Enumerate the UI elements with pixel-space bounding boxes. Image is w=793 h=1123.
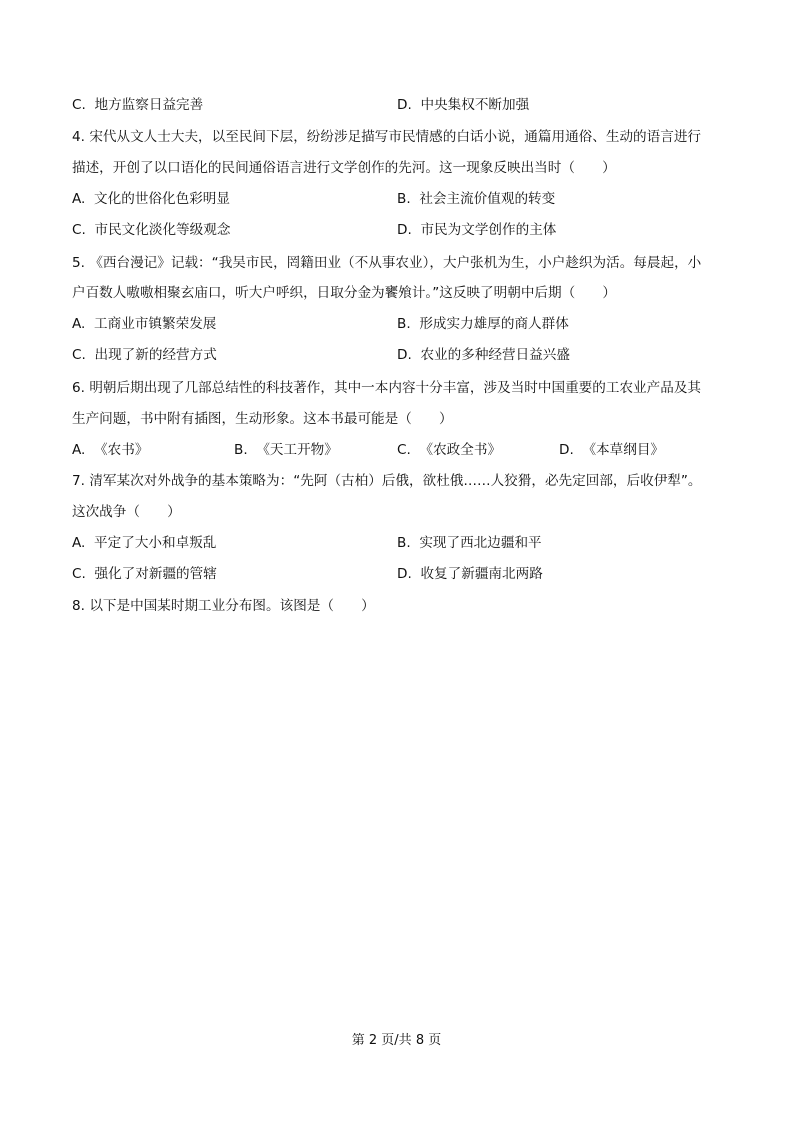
- q7-option-b: [397, 533, 542, 553]
- option-label: C.: [72, 347, 86, 363]
- option-label: B.: [234, 442, 248, 458]
- option-label: B.: [397, 191, 411, 207]
- question-text: 宋代从文人士大夫，以至民间下层，纷纷涉足描写市民情感的白话小说，通篇用通俗、生动的语言进行: [89, 129, 702, 145]
- page-number: 第 2 页/共 8 页: [351, 1033, 442, 1048]
- question-5-line-1: [72, 253, 721, 273]
- option-label: A.: [72, 191, 86, 207]
- question-5-line-2: [72, 283, 721, 303]
- option-text: 地方监察日益完善: [94, 97, 204, 113]
- option-label: A.: [72, 316, 86, 332]
- q5-option-c: [72, 345, 217, 365]
- q7-option-d: [397, 564, 543, 584]
- question-text: 描述，开创了以口语化的民间通俗语言进行文学创作的先河。这一现象反映出当时（ ）: [72, 160, 616, 176]
- question-text: 清军某次对外战争的基本策略为：“先阿（古柏）后俄，欲杜俄……人狡猾，必先定回部，后收伊犁”。: [89, 473, 702, 489]
- q5-option-a: [72, 314, 216, 334]
- question-number: 8.: [72, 598, 85, 614]
- option-text: 《本草纲目》: [582, 442, 665, 458]
- question-4-line-2: [72, 158, 721, 178]
- q4-option-d: [397, 220, 556, 240]
- option-text: 《农书》: [94, 442, 149, 458]
- q7-option-a: [72, 533, 216, 553]
- question-text: 生产问题，书中附有插图，生动形象。这本书最可能是（ ）: [72, 411, 453, 427]
- question-text: 明朝后期出现了几部总结性的科技著作，其中一本内容十分丰富，涉及当时中国重要的工农业产品及其: [89, 380, 702, 396]
- option-label: D.: [397, 347, 412, 363]
- option-text: 市民文化淡化等级观念: [94, 222, 231, 238]
- option-text: 出现了新的经营方式: [94, 347, 217, 363]
- q4-option-a: [72, 189, 230, 209]
- question-text: 以下是中国某时期工业分布图。该图是（ ）: [89, 598, 375, 614]
- q6-option-d: [559, 440, 664, 460]
- option-text: 社会主流价值观的转变: [419, 191, 556, 207]
- option-label: D.: [397, 566, 412, 582]
- option-text: 文化的世俗化色彩明显: [94, 191, 230, 207]
- q6-option-b: [234, 440, 338, 460]
- question-text: 户百数人嗷嗷相聚玄庙口，听大户呼织，日取分金为饔飧计。”这反映了明朝中后期（ ）: [72, 285, 616, 301]
- question-number: 4.: [72, 129, 85, 145]
- question-4-line-1: [72, 127, 721, 147]
- option-text: 平定了大小和卓叛乱: [94, 535, 217, 551]
- q6-option-c: [397, 440, 501, 460]
- option-text: 实现了西北边疆和平: [419, 535, 542, 551]
- option-label: D.: [559, 442, 574, 458]
- option-label: A.: [72, 442, 86, 458]
- option-text: 农业的多种经营日益兴盛: [420, 347, 570, 363]
- q4-option-c: [72, 220, 230, 240]
- option-label: D.: [397, 97, 412, 113]
- question-7-line-1: [72, 471, 721, 491]
- option-text: 工商业市镇繁荣发展: [94, 316, 217, 332]
- question-6-line-2: [72, 409, 721, 429]
- q3-option-d: [397, 95, 529, 115]
- option-text: 收复了新疆南北两路: [420, 566, 543, 582]
- option-text: 形成实力雄厚的商人群体: [419, 316, 569, 332]
- question-8-line-1: [72, 596, 721, 616]
- option-label: A.: [72, 535, 86, 551]
- option-label: C.: [72, 97, 86, 113]
- option-label: B.: [397, 316, 411, 332]
- q6-option-a: [72, 440, 148, 460]
- option-label: C.: [72, 566, 86, 582]
- option-text: 《天工开物》: [256, 442, 338, 458]
- question-text: 《西台漫记》记载：“我吴市民，罔籍田业（不从事农业），大户张机为生，小户趁织为活。每晨起，小: [89, 255, 702, 271]
- option-label: C.: [397, 442, 411, 458]
- question-text: 这次战争（ ）: [72, 504, 181, 520]
- q5-option-d: [397, 345, 570, 365]
- option-label: C.: [72, 222, 86, 238]
- q3-option-c: [72, 95, 203, 115]
- q7-option-c: [72, 564, 217, 584]
- q5-option-b: [397, 314, 569, 334]
- question-number: 6.: [72, 380, 85, 396]
- page-footer: [0, 1031, 793, 1051]
- option-text: 强化了对新疆的管辖: [94, 566, 217, 582]
- option-text: 市民为文学创作的主体: [420, 222, 557, 238]
- option-label: B.: [397, 535, 411, 551]
- q4-option-b: [397, 189, 555, 209]
- option-label: D.: [397, 222, 412, 238]
- question-6-line-1: [72, 378, 721, 398]
- option-text: 中央集权不断加强: [420, 97, 530, 113]
- option-text: 《农政全书》: [419, 442, 502, 458]
- question-number: 7.: [72, 473, 85, 489]
- question-number: 5.: [72, 255, 85, 271]
- question-7-line-2: [72, 502, 721, 522]
